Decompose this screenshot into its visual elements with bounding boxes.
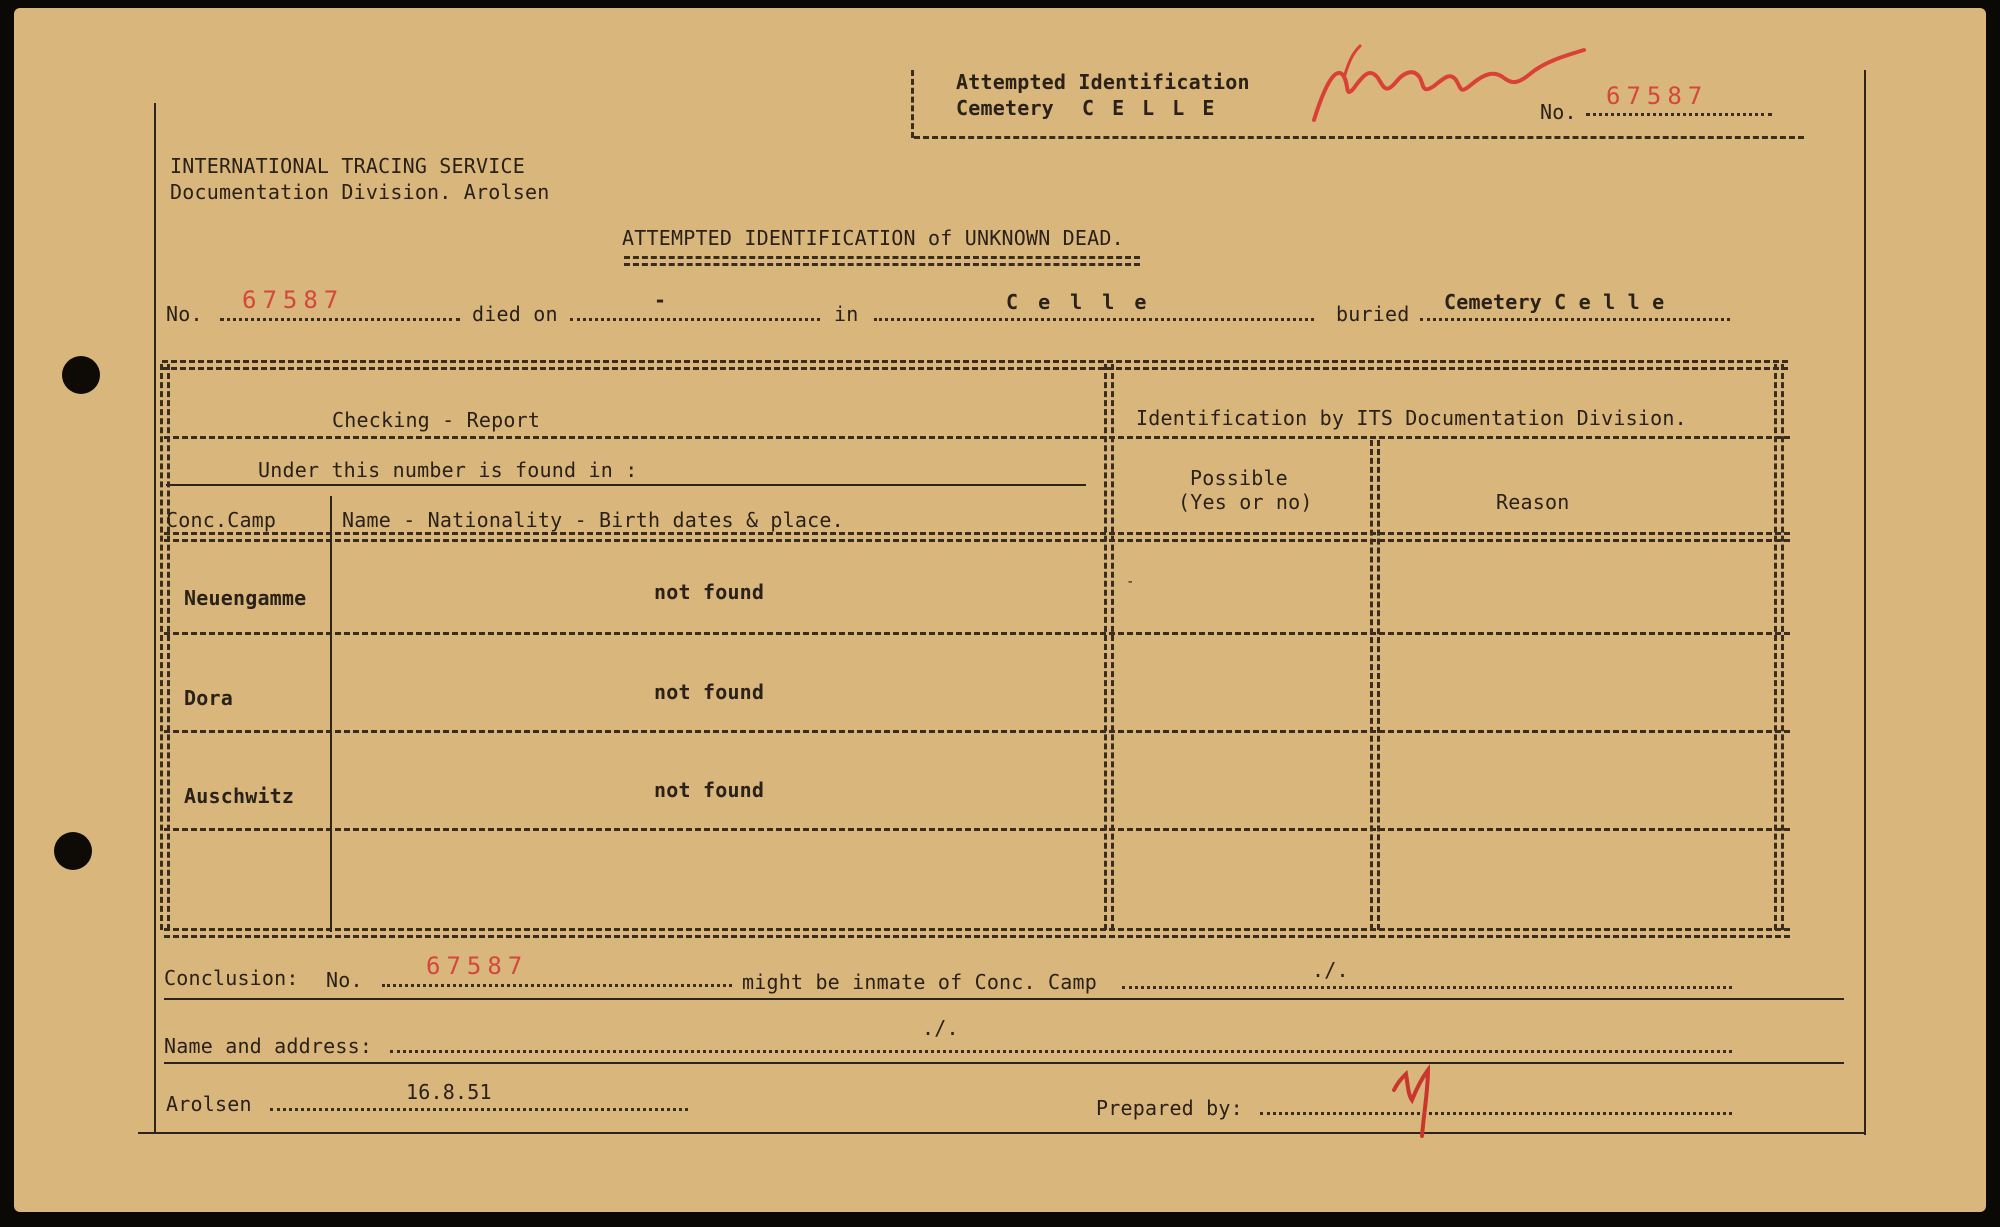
col-possible-line1: Possible <box>1190 466 1288 490</box>
row-camp-neuengamme: Neuengamme <box>184 586 307 610</box>
place-in-value: C e l l e <box>1006 290 1151 314</box>
conclusion-no-label: No. <box>326 968 363 992</box>
name-address-value: ./. <box>922 1016 959 1040</box>
buried-label: buried <box>1336 302 1410 326</box>
handwritten-note <box>1350 18 1375 29</box>
table-top-border <box>162 360 1788 370</box>
org-name: INTERNATIONAL TRACING SERVICE <box>170 154 525 178</box>
form-title-underline <box>624 256 1140 266</box>
record-no-value: 67587 <box>242 286 345 314</box>
footer-date-dots <box>270 1108 688 1111</box>
place-in-label: in <box>834 302 859 326</box>
place-in-dots <box>874 318 1314 321</box>
table-row-divider-3 <box>164 828 1790 831</box>
row-camp-auschwitz: Auschwitz <box>184 784 295 808</box>
row-result-auschwitz: not found <box>654 778 765 802</box>
name-address-rule <box>164 1062 1844 1064</box>
footer-place-label: Arolsen <box>166 1092 252 1116</box>
conclusion-camp-value: ./. <box>1312 958 1349 982</box>
row-result-dora: not found <box>654 680 765 704</box>
header-box-title: Attempted Identification <box>956 70 1250 94</box>
frame-left-line <box>154 103 156 1133</box>
col-name-nationality: Name - Nationality - Birth dates & place. <box>342 508 844 532</box>
col-possible-line2: (Yes or no) <box>1178 490 1313 514</box>
found-in-label: Under this number is found in : <box>258 458 638 482</box>
table-left-border <box>160 364 170 930</box>
footer-prepared-value <box>1404 1078 1410 1089</box>
header-box-left-border <box>911 70 914 138</box>
footer-prepared-dots <box>1260 1112 1732 1115</box>
name-address-label: Name and address: <box>164 1034 373 1058</box>
record-no-label: No. <box>166 302 203 326</box>
punch-hole-top <box>62 356 100 394</box>
table-bottom-border <box>164 928 1790 938</box>
identification-column-divider <box>1104 364 1114 930</box>
punch-hole-bottom <box>54 832 92 870</box>
buried-dots <box>1420 318 1730 321</box>
found-in-underline <box>166 484 1086 486</box>
died-on-value: - <box>654 288 667 312</box>
header-box-no-value: 67587 <box>1606 82 1709 110</box>
table-header-divider <box>164 436 1790 439</box>
table-column-header-divider <box>164 532 1790 542</box>
conclusion-camp-dots <box>1122 986 1732 989</box>
frame-bottom-line <box>138 1132 1864 1134</box>
died-on-dots <box>570 318 820 321</box>
header-box-cemetery-label: Cemetery <box>956 96 1054 120</box>
table-row-divider-2 <box>164 730 1790 733</box>
handwritten-scribble <box>1304 38 1594 128</box>
form-title: ATTEMPTED IDENTIFICATION of UNKNOWN DEAD. <box>622 226 1124 250</box>
document-card <box>14 8 1986 1212</box>
conclusion-no-dots <box>382 984 732 987</box>
header-box-no-label: No. <box>1540 100 1577 124</box>
footer-prepared-label: Prepared by: <box>1096 1096 1243 1120</box>
record-no-dots <box>220 318 460 321</box>
died-on-label: died on <box>472 302 558 326</box>
footer-date-value: 16.8.51 <box>406 1080 492 1104</box>
header-box-no-dots <box>1586 113 1772 116</box>
col-reason: Reason <box>1496 490 1570 514</box>
table-row-divider-1 <box>164 632 1790 635</box>
table-right-border <box>1774 364 1784 930</box>
prepared-by-signature <box>1386 1060 1450 1140</box>
conclusion-label: Conclusion: <box>164 966 299 990</box>
frame-right-line <box>1864 70 1866 1135</box>
conclusion-no-value: 67587 <box>426 952 529 980</box>
col-conc-camp: Conc.Camp <box>166 508 277 532</box>
possible-reason-divider <box>1370 440 1380 930</box>
buried-value: Cemetery C e l l e <box>1444 290 1665 314</box>
camp-column-divider <box>330 496 332 932</box>
row-possible-neuengamme: - <box>1126 574 1135 590</box>
conclusion-might-be-label: might be inmate of Conc. Camp <box>742 970 1097 994</box>
identification-header: Identification by ITS Documentation Division. <box>1136 406 1687 430</box>
row-camp-dora: Dora <box>184 686 233 710</box>
org-division: Documentation Division. Arolsen <box>170 180 550 204</box>
conclusion-rule <box>164 998 1844 1000</box>
header-box-cemetery-value: C E L L E <box>1082 96 1218 120</box>
row-result-neuengamme: not found <box>654 580 765 604</box>
name-address-dots <box>390 1050 1732 1053</box>
checking-report-header: Checking - Report <box>332 408 541 432</box>
header-box-bottom-border <box>914 136 1804 139</box>
